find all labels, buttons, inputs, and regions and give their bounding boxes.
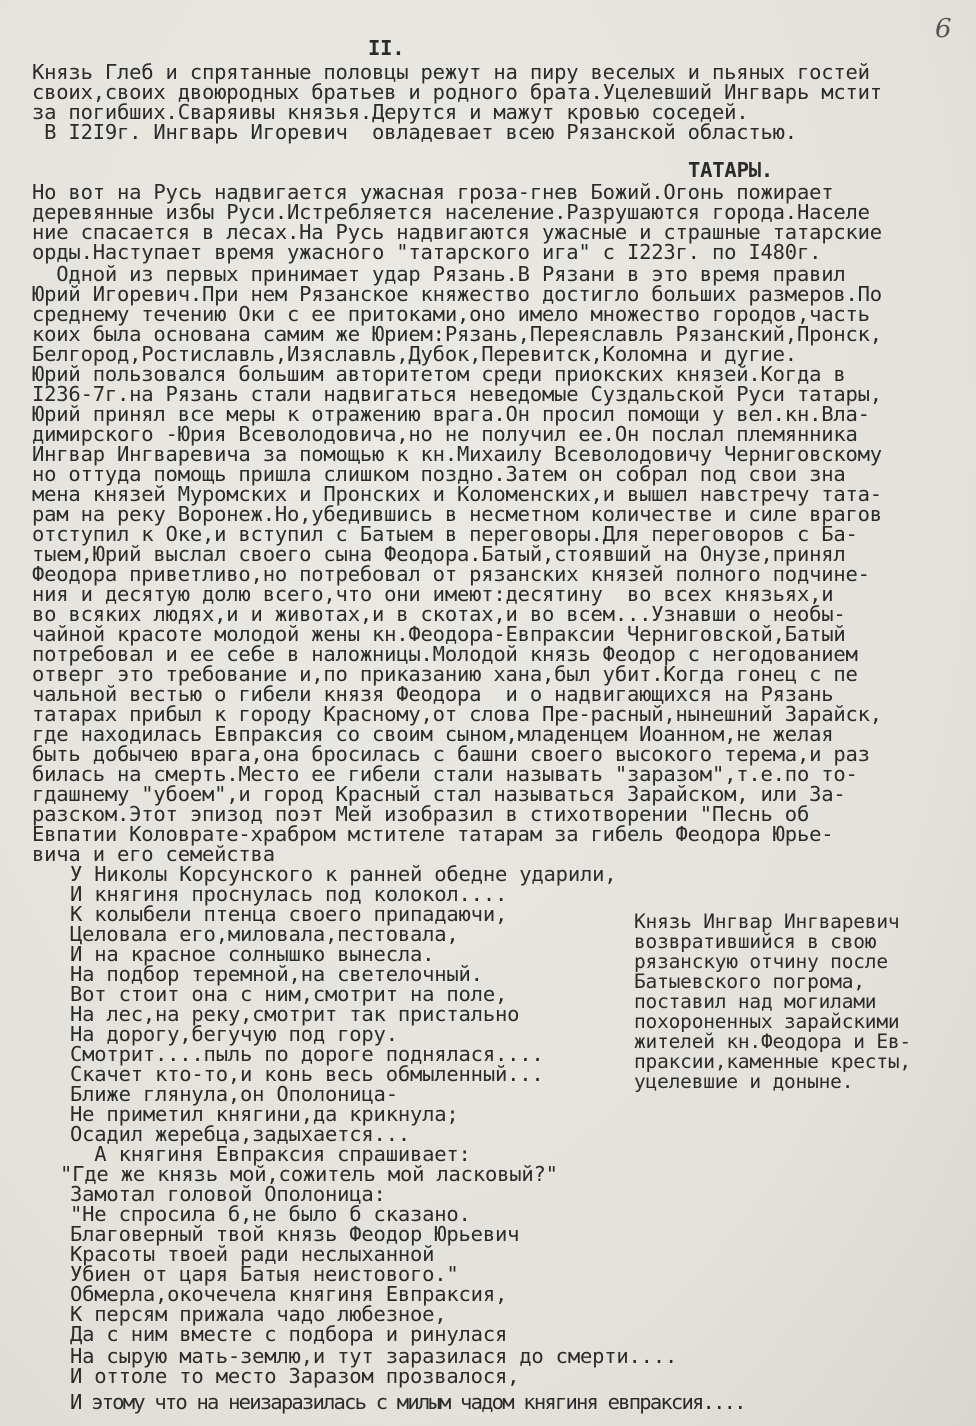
poem-line: На сырую мать-землю,и тут заразилася до смерти....	[70, 1344, 678, 1368]
text-line: I236-7г.на Рязань стали надвигаться неведомые Суздальской Руси татары,	[32, 382, 882, 406]
text-line: билась на смерть.Место ее гибели стали называть "заразом",т.е.по то-	[32, 762, 858, 786]
poem-line: Благоверный твой князь Феодор Юрьевич	[70, 1222, 520, 1246]
side-note-line: уцелевшие и доныне.	[634, 1070, 854, 1093]
text-line: димирского -Юрия Всеволодовича,но не получил ее.Он послал племянника	[32, 422, 858, 446]
poem-line: На подбор теремной,на светелочный.	[70, 962, 483, 986]
poem-line: К колыбели птенца своего припадаючи,	[70, 902, 508, 926]
text-line: Белгород,Ростиславль,Изяславль,Дубок,Перевитск,Коломна и дугие.	[32, 342, 797, 366]
poem-line: Скачет кто-то,и конь весь обмыленный...	[70, 1062, 544, 1086]
side-note-line: рязанскую отчину после	[634, 950, 888, 973]
text-line: коих была основана самим же Юрием:Рязань,Переяславль Рязанский,Пронск,	[32, 322, 882, 346]
text-line: вича и его семейства	[32, 842, 275, 866]
text-line: ния и десятую долю всего,что они имеют:десятину во всех князьях,и	[32, 582, 834, 606]
poem-line: И княгиня проснулась под колокол....	[70, 882, 508, 906]
poem-line: Не приметил княгини,да крикнула;	[70, 1102, 459, 1126]
text-line: орды.Наступает время ужасного "татарского ига" с I223г. по I480г.	[32, 240, 822, 264]
section-title: II.	[368, 36, 405, 60]
poem-line: На лес,на реку,смотрит так пристально	[70, 1002, 520, 1026]
text-line: чальной вестью о гибели князя Феодора и о надвигающихся на Рязань	[32, 682, 834, 706]
side-note-line: Батыевского погрома,	[634, 970, 865, 993]
text-line: рам на реку Воронеж.Но,убедившись в несметном количестве и силе врагов	[32, 502, 882, 526]
text-line: разском.Этот эпизод поэт Мей изобразил в стихотворении "Песнь об	[32, 802, 810, 826]
poem-line: Обмерла,окочечела княгиня Евпраксия,	[70, 1282, 508, 1306]
side-note-line: Князь Ингвар Ингваревич	[634, 910, 900, 933]
text-line: мена князей Муромских и Пронских и Коломенских,и вышел навстречу тата-	[32, 482, 882, 506]
text-line: своих,своих двоюродных братьев и родного брата.Уцелевший Ингварь мстит	[32, 80, 882, 104]
side-note-line: возвратившийся в свою	[634, 930, 877, 953]
side-note-line: жителей кн.Феодора и Ев-	[634, 1030, 911, 1053]
poem-line: Убиен от царя Батыя неистового."	[70, 1262, 459, 1286]
text-line: В I2I9г. Ингварь Игоревич овладевает всею Рязанской областью.	[32, 120, 797, 144]
text-line: отступил к Оке,и вступил с Батыем в переговоры.Для переговоров с Ба-	[32, 522, 858, 546]
poem-line: Смотрит....пыль по дороге поднялася....	[70, 1042, 544, 1066]
text-line: где находилась Евпраксия со своим сыном,младенцем Иоанном,не желая	[32, 722, 834, 746]
poem-line: А княгиня Евпраксия спрашивает:	[70, 1142, 471, 1166]
text-line: но оттуда помощь пришла слишком поздно.Затем он собрал под свои зна	[32, 462, 846, 486]
text-line: тыем,Юрий выслал своего сына Феодора.Батый,стоявший на Онузе,принял	[32, 542, 846, 566]
poem-line: Целовала его,миловала,пестовала,	[70, 922, 459, 946]
poem-line: "Не спросила б,не было б сказано.	[70, 1202, 471, 1226]
poem-line: Замотал головой Ополоница:	[70, 1182, 386, 1206]
text-line: ние спасается в лесах.На Русь надвигаются ужасные и страшные татарские	[32, 220, 882, 244]
poem-line: Вот стоит она с ним,смотрит на поле,	[70, 982, 508, 1006]
tatars-heading: ТАТАРЫ.	[688, 158, 773, 182]
text-line: Одной из первых принимает удар Рязань.В Рязани в это время правил	[32, 262, 846, 286]
text-line: Юрий Игоревич.При нем Рязанское княжество достигло больших размеров.По	[32, 282, 882, 306]
poem-line: "Где же князь мой,сожитель мой ласковый?"	[60, 1162, 558, 1186]
poem-line: К персям прижала чадо любезное,	[70, 1302, 447, 1326]
side-note-line: поставил над могилами	[634, 990, 877, 1013]
poem-line: И этому что на неизаразилась с милым чадом княгиня евпраксия....	[70, 1390, 745, 1414]
text-line: быть добычею врага,она бросилась с башни своего высокого терема,и раз	[32, 742, 870, 766]
text-line: среднему течению Оки с ее притоками,оно имело множество городов,часть	[32, 302, 870, 326]
poem-line: Красоты твоей ради неслыханной	[70, 1242, 435, 1266]
text-line: татарах прибыл к городу Красному,от слова Пре-расный,нынешний Зарайск,	[32, 702, 882, 726]
poem-line: У Николы Корсунского к ранней обедне ударили,	[70, 862, 617, 886]
text-line: за погибших.Сваряивы князья.Дерутся и мажут кровью соседей.	[32, 100, 749, 124]
text-line: чайной красоте молодой жены кн.Феодора-Евпраксии Черниговской,Батый	[32, 622, 846, 646]
text-line: Евпатии Коловрате-храбром мстителе татарам за гибель Феодора Юрье-	[32, 822, 834, 846]
text-line: потребовал и ее себе в наложницы.Молодой князь Феодор с негодованием	[32, 642, 858, 666]
text-line: Но вот на Русь надвигается ужасная гроза-гнев Божий.Огонь пожирает	[32, 180, 834, 204]
poem-line: Осадил жеребца,задыхается...	[70, 1122, 410, 1146]
text-line: во всяких людях,и и животах,и в скотах,и во всем...Узнавши о необы-	[32, 602, 846, 626]
side-note-line: праксии,каменные кресты,	[634, 1050, 911, 1073]
poem-line: Да с ним вместе с подбора и ринулася	[70, 1322, 508, 1346]
poem-line: На дорогу,бегучую под гору.	[70, 1022, 398, 1046]
text-line: Феодора приветливо,но потребовал от рязанских князей полного подчине-	[32, 562, 870, 586]
text-line: гдашнему "убоем",и город Красный стал называться Зарайском, или За-	[32, 782, 846, 806]
text-line: Ингвар Ингваревича за помощью к кн.Михаилу Всеволодовичу Черниговскому	[32, 442, 882, 466]
page-number: 6	[935, 14, 952, 44]
text-line: отверг это требование и,по приказанию хана,был убит.Когда гонец с пе	[32, 662, 858, 686]
text-line: Князь Глеб и спрятанные половцы режут на пиру веселых и пьяных гостей	[32, 60, 870, 84]
poem-line: И оттоле то место Заразом прозвалося,	[70, 1364, 520, 1388]
poem-line: Ближе глянула,он Ополоница-	[70, 1082, 398, 1106]
text-line: Юрий принял все меры к отражению врага.Он просил помощи у вел.кн.Вла-	[32, 402, 870, 426]
poem-line: И на красное солнышко вынесла.	[70, 942, 435, 966]
text-line: деревянные избы Руси.Истребляется население.Разрушаются города.Населе	[32, 200, 870, 224]
text-line: Юрий пользовался большим авторитетом среди приокских князей.Когда в	[32, 362, 846, 386]
side-note-line: похороненных зарайскими	[634, 1010, 900, 1033]
